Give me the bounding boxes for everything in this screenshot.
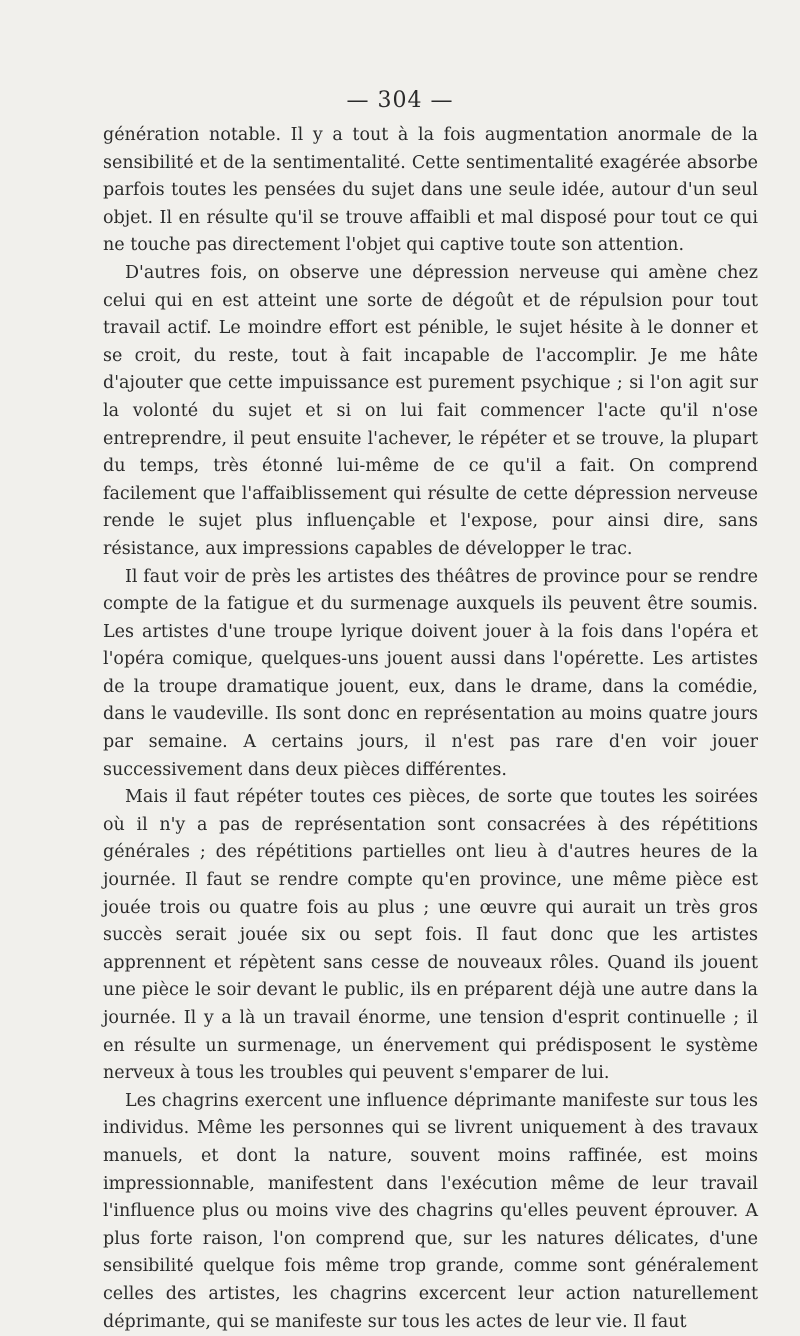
body-text — [103, 122, 758, 1336]
page-number: — 304 — — [346, 88, 454, 113]
paragraph: Mais il faut répéter toutes ces pièces, de sorte que toutes les soirées où il n'y a pas de représentation sont consacrées à des répétitions générales ; des répétitions partielles ont lieu à d'autres heures de la journée. Il faut se rendre compte qu'en province, une même pièce est jouée trois ou quatre fois au plus ; une œuvre qui aurait un très gros succès serait jouée six ou sept fois. Il faut donc que les artistes apprennent et répètent sans cesse de nouveaux rôles. Quand ils jouent une pièce le soir devant le public, ils en préparent déjà une autre dans la journée. Il y a là un travail énorme, une tension d'esprit continuelle ; il en résulte un surmenage, un énervement qui prédisposent le système nerveux à tous les troubles qui peuvent s'emparer de lui. — [103, 787, 758, 1084]
paragraph: Il faut voir de près les artistes des théâtres de province pour se rendre compte de la fatigue et du surmenage auxquels ils peuvent être soumis. Les artistes d'une troupe lyrique doivent jouer à la fois dans l'opéra et l'opéra comique, quelques-uns jouent aussi dans l'opérette. Les artistes de la troupe dramatique jouent, eux, dans le drame, dans la comédie, dans le vaudeville. Ils sont donc en représentation au moins quatre jours par semaine. A certains jours, il n'est pas rare d'en voir jouer successivement dans deux pièces différentes. — [103, 566, 758, 780]
paragraph: génération notable. Il y a tout à la fois augmentation anormale de la sensibilité et de la sentimentalité. Cette sentimentalité exagérée absorbe parfois toutes les pensées du sujet dans une seule idée, autour d'un seul objet. Il en résulte qu'il se trouve affaibli et mal disposé pour tout ce qui ne touche pas directement l'objet qui captive toute son attention. — [103, 125, 758, 256]
paragraph: D'autres fois, on observe une dépression nerveuse qui amène chez celui qui en est atteint une sorte de dégoût et de répulsion pour tout travail actif. Le moindre effort est pénible, le sujet hésite à le donner et se croit, du reste, tout à fait incapable de l'accomplir. Je me hâte d'ajouter que cette impuissance est purement psychique ; si l'on agit sur la volonté du sujet et si on lui fait commencer l'acte qu'il n'ose entreprendre, il peut ensuite l'achever, le répéter et se trouve, la plupart du temps, très étonné lui-même de ce qu'il a fait. On comprend facilement que l'affaiblissement qui résulte de cette dépression nerveuse rende le sujet plus influençable et l'expose, pour ainsi dire, sans résistance, aux impressions capables de développer le trac. — [103, 262, 758, 559]
paragraph: Les chagrins exercent une influence déprimante manifeste sur tous les individus. Même les personnes qui se livrent uniquement à des travaux manuels, et dont la nature, souvent moins raffinée, est moins impressionnable, manifestent dans l'exécution même de leur travail l'influence plus ou moins vive des chagrins qu'elles peuvent éprouver. A plus forte raison, l'on comprend que, sur les natures délicates, d'une sensibilité quelque fois même trop grande, comme sont généralement celles des artistes, les chagrins excercent leur action naturellement déprimante, qui se manifeste sur tous les actes de leur vie. Il faut — [103, 1090, 758, 1332]
